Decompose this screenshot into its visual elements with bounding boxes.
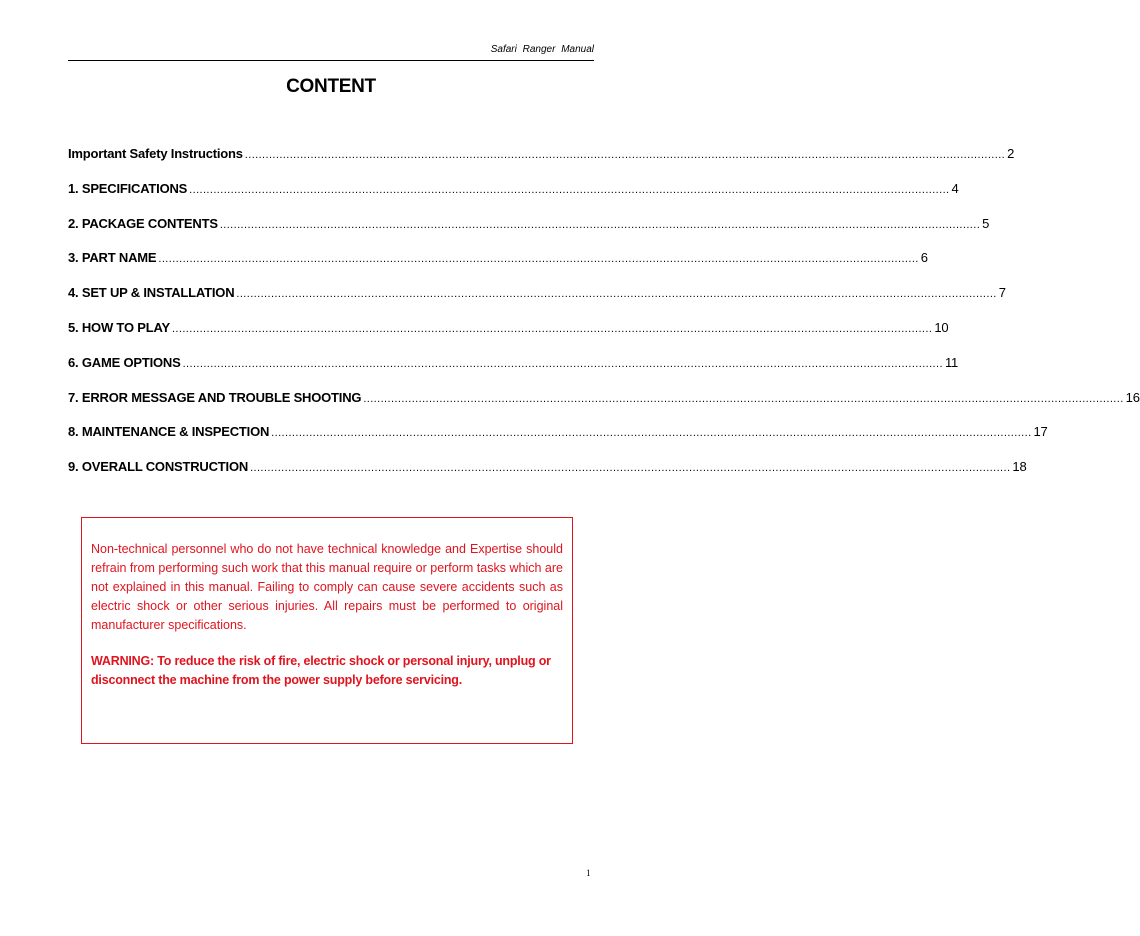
toc-entry-page: 11 bbox=[944, 354, 959, 370]
toc-leader-dots: ............................................................................................................................................................................................................................ bbox=[271, 427, 1032, 440]
toc-entry-page: 6 bbox=[920, 250, 928, 266]
toc-entry-page: 10 bbox=[934, 319, 949, 335]
toc-entry-page: 17 bbox=[1033, 424, 1048, 440]
toc-entry[interactable] bbox=[68, 459, 1027, 494]
toc-entry[interactable] bbox=[68, 180, 959, 216]
toc-entry-label: 1. SPECIFICATIONS bbox=[68, 180, 188, 196]
toc-entry-label: 8. MAINTENANCE & INSPECTION bbox=[68, 424, 270, 440]
toc-entry[interactable] bbox=[68, 285, 1006, 320]
toc-leader-dots: ............................................................................................................................................................................................................................ bbox=[363, 392, 1124, 405]
page-number: 1 bbox=[586, 868, 591, 878]
toc-entry-label: 7. ERROR MESSAGE AND TROUBLE SHOOTING bbox=[68, 389, 362, 405]
warning-text: WARNING: To reduce the risk of fire, electric shock or personal injury, unplug or disconnect the machine from the power supply before servicing. bbox=[91, 654, 551, 687]
toc-leader-dots: ............................................................................................................................................................................................................................ bbox=[219, 218, 981, 231]
toc-leader-dots: ............................................................................................................................................................................................................................ bbox=[236, 288, 997, 301]
toc-entry-page: 7 bbox=[998, 285, 1006, 301]
toc-entry[interactable] bbox=[68, 319, 949, 355]
toc-leader-dots: ............................................................................................................................................................................................................................ bbox=[171, 322, 933, 335]
safety-notice-text: Non-technical personnel who do not have technical knowledge and Expertise should refrain from performing such work that this manual require or perform tasks which are not explained in this manual. Failing to comply can cause severe accidents such as electric shock or other serious injuries. All repairs must be performed to original manufacturer specifications. bbox=[91, 542, 563, 632]
toc-entry-page: 5 bbox=[982, 215, 990, 231]
toc-entry-page: 4 bbox=[951, 180, 959, 196]
toc-entry[interactable] bbox=[68, 146, 1015, 181]
safety-notice-box bbox=[81, 517, 573, 744]
toc-entry[interactable] bbox=[68, 389, 1140, 425]
page-title: CONTENT bbox=[286, 76, 376, 97]
running-header bbox=[68, 44, 594, 61]
toc-entry-label: Important Safety Instructions bbox=[68, 146, 243, 161]
table-of-contents bbox=[68, 146, 1140, 494]
toc-entry-label: 5. HOW TO PLAY bbox=[68, 319, 170, 335]
toc-entry-page: 2 bbox=[1007, 146, 1015, 161]
toc-leader-dots: ............................................................................................................................................................................................................................ bbox=[189, 183, 950, 196]
toc-leader-dots: ............................................................................................................................................................................................................................ bbox=[158, 253, 919, 266]
toc-entry-label: 6. GAME OPTIONS bbox=[68, 354, 181, 370]
toc-leader-dots: ............................................................................................................................................................................................................................ bbox=[250, 462, 1011, 475]
toc-entry-label: 4. SET UP & INSTALLATION bbox=[68, 285, 235, 301]
toc-entry-page: 16 bbox=[1125, 389, 1140, 405]
toc-entry-label: 2. PACKAGE CONTENTS bbox=[68, 215, 218, 231]
toc-entry[interactable] bbox=[68, 250, 928, 285]
toc-entry[interactable] bbox=[68, 424, 1048, 459]
toc-entry[interactable] bbox=[68, 215, 990, 251]
toc-entry[interactable] bbox=[68, 354, 959, 390]
toc-leader-dots: ............................................................................................................................................................................................................................ bbox=[244, 149, 1006, 161]
toc-leader-dots: ............................................................................................................................................................................................................................ bbox=[182, 357, 943, 370]
toc-entry-label: 3. PART NAME bbox=[68, 250, 157, 266]
toc-entry-label: 9. OVERALL CONSTRUCTION bbox=[68, 459, 249, 475]
toc-entry-page: 18 bbox=[1012, 459, 1027, 475]
running-header-title: Safari Ranger Manual bbox=[490, 44, 594, 55]
